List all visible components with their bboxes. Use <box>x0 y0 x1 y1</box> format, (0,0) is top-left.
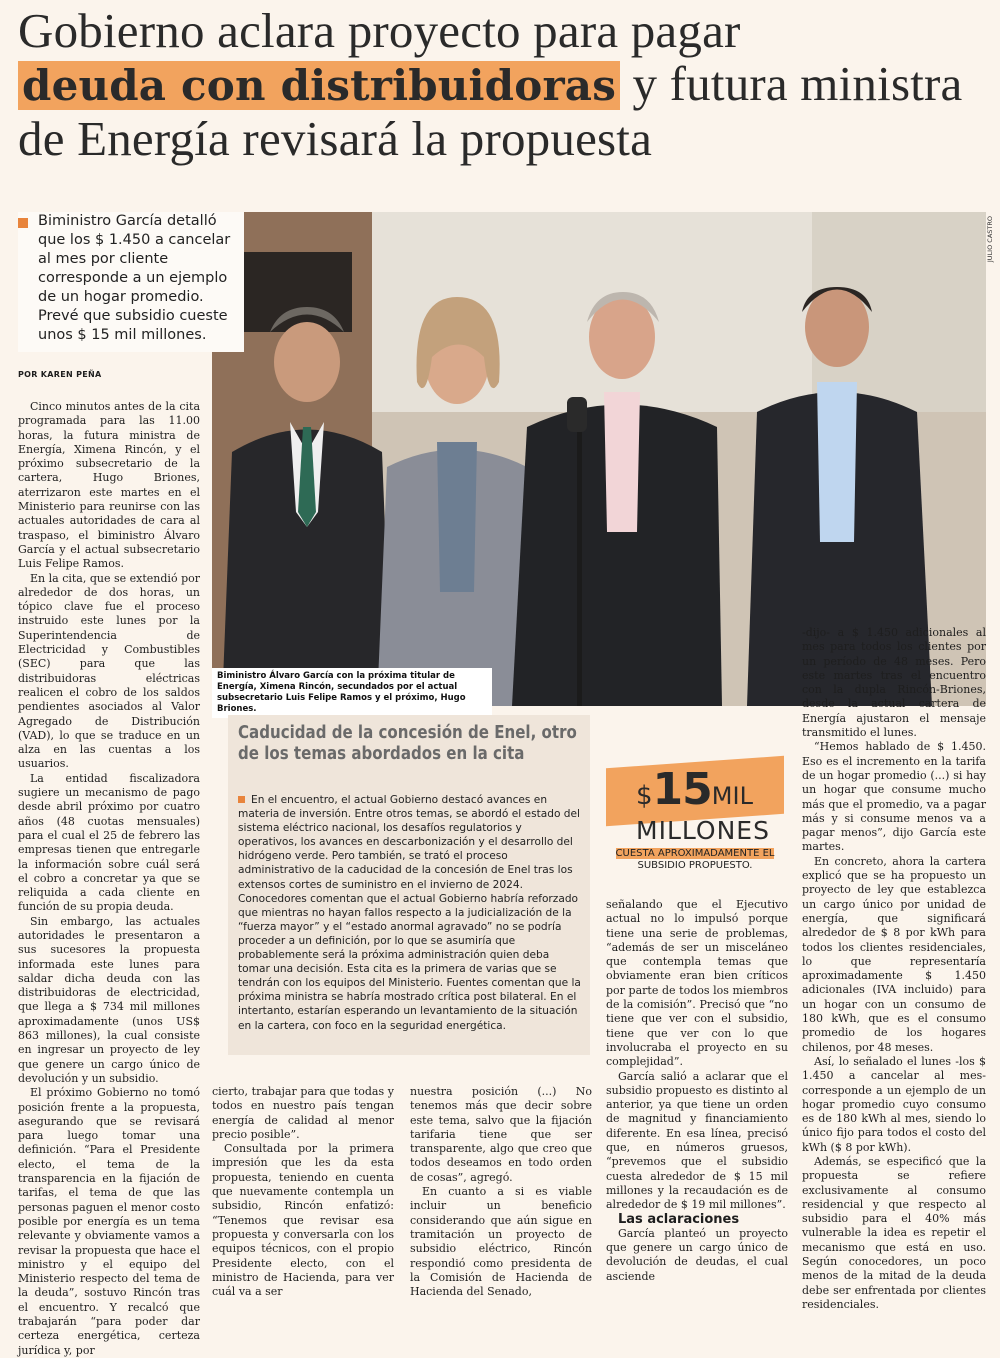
paragraph: -dijo- a $ 1.450 adicionales al mes para todos los clientes por un período de 48 meses. Pero este martes tras el encuentro con la dupla Rincón-Briones, desde la actual cartera de Energía ajustaron el mensaje transmitido el lunes. <box>802 626 986 740</box>
paragraph: Además, se especificó que la propuesta se refiere exclusivamente al consumo residencial y que respecto al subsidio para el 40% más vulnerable la idea es repetir el mecanismo que está en uso. Según conocedores, un poco menos de la mitad de la deuda debe ser enfrentada por clientes residenciales. <box>802 1154 986 1311</box>
sidebar-box-body <box>238 793 582 1033</box>
column-5 <box>802 626 986 1312</box>
paragraph: señalando que el Ejecutivo actual no lo impulsó porque tiene una serie de problemas, “además de ser un misceláneo que contempla temas que obviamente eran bien críticos por parte de todos los miembros de la comisión”. Precisó que “no tiene que ver con el subsidio, tiene que ver con lo que involucraba el proyecto en su complejidad”. <box>606 898 788 1069</box>
paragraph: En concreto, ahora la cartera explicó que se ha propuesto un proyecto de ley que establezca un cargo único por unidad de energía, que significará alrededor de $ 8 por kWh para todos los clientes residenciales, lo que representaría aproximadamente $ 1.450 adicionales (IVA incluido) para un hogar con un consumo de 180 kWh, que es el consumo promedio de los hogares chilenos, por 48 meses. <box>802 854 986 1054</box>
sidebar-box-title: Caducidad de la concesión de Enel, otro de los temas abordados en la cita <box>238 723 577 764</box>
bullet-square-icon <box>18 218 28 228</box>
column-4 <box>606 898 788 1284</box>
subheading: Las aclaraciones <box>618 1211 740 1227</box>
sidebar-box-enel <box>228 715 590 1055</box>
byline: POR KAREN PEÑA <box>18 370 102 379</box>
lead-summary <box>18 212 244 352</box>
column-1 <box>18 400 200 1358</box>
paragraph: cierto, trabajar para que todas y todos en nuestro país tengan energía de calidad al menor precio posible”. <box>212 1085 394 1141</box>
stat-unit: MIL <box>711 782 753 810</box>
paragraph: nuestra posición (...) No tenemos más que decir sobre este tema, salvo que la fijación tarifaria tiene que ser transparente, algo que creo que todos deseamos en todo orden de cosas”, agregó. <box>410 1085 592 1184</box>
stat-number: 15 <box>652 764 712 815</box>
stat-desc-highlight: CUESTA APROXIMADAMENTE EL <box>615 848 775 859</box>
stat-description <box>610 848 780 872</box>
column-3 <box>410 1085 592 1299</box>
paragraph: García salió a aclarar que el subsidio propuesto es distinto al anterior, ya que tiene un orden de magnitud y financiamiento diferente. En esa línea, precisó que, en números gruesos, “prevemos que el subsidio cuesta alrededor de $ 15 mil millones y la recaudación es de alrededor de $ 19 mil millones”. <box>606 1069 788 1212</box>
stat-callout <box>600 760 786 884</box>
lead-text: Biministro García detalló que los $ 1.450 a cancelar al mes por cliente corresponde a un ejemplo de un hogar promedio. Prevé que subsidio cueste unos $ 15 mil millones. <box>38 213 231 343</box>
sidebar-box-text: En el encuentro, el actual Gobierno destacó avances en materia de inversión. Entre otros temas, se abordó el estado del sistema eléctrico nacional, los desafíos regulatorios y operativos, los avances en descarbonización y el desarrollo del hidrógeno verde. Pero también, se trató el proceso administrativo de la caducidad de la concesión de Enel tras los extensos cortes de suministro en el invierno de 2024. Conocedores comentan que el actual Gobierno habría reforzado que mientras no hayan fallos respecto a la judicialización de la “fuerza mayor” y el “estado anormal agravado” no se podría proceder a un definición, por lo que se asumiría que probablemente será la próxima administración quien deba tomar una decisión. Esta cita es la primera de varias que se tendrán con los equipos del Ministerio. Fuentes comentan que la próxima ministra se habría mostrado crítica post bilateral. En el intertanto, estarían esperando un levantamiento de la situación en la cartera, con foco en la seguridad energética. <box>238 794 581 1032</box>
paragraph: La entidad fiscalizadora sugiere un mecanismo de pago desde abril próximo por cuatro años (48 cuotas mensuales) para el cual el 25 de febrero las empresas tienen que entregarle la información sobre cuál será el cobro a concretar ya que se reliquida a cada cliente en función de su propia deuda. <box>18 771 200 914</box>
stat-unit-2: MILLONES <box>636 816 770 845</box>
paragraph: García planteó un proyecto que genere un cargo único de devolución de deudas, el cual asciende <box>606 1226 788 1283</box>
paragraph: Sin embargo, las actuales autoridades le presentaron a sus sucesores la propuesta informada este lunes para saldar dicha deuda con las distribuidoras de electricidad, que llega a $ 734 mil millones aproximadamente (unos US$ 863 millones), la cual consiste en ingresar un proyecto de ley que genere un cargo único de devolución y un subsidio. <box>18 914 200 1085</box>
paragraph: El próximo Gobierno no tomó posición frente a la propuesta, asegurando que se revisará para luego tomar una definición. “Para el Presidente electo, el tema de la transparencia en la fijación de tarifas, el tema de que las personas paguen el menor costo posible por energía es un tema relevante y obviamente vamos a revisar la propuesta que hace el ministro y el equipo del Ministerio respecto del tema de la deuda”, sostuvo Rincón tras el encuentro. Y recalcó que trabajarán “para poder dar certeza energética, certeza jurídica y, por <box>18 1086 200 1357</box>
paragraph: En la cita, que se extendió por alrededor de dos horas, un tópico clave fue el proceso instruido este lunes por la Superintendencia de Electricidad y Combustibles (SEC) para que las distribuidoras eléctricas realicen el cobro de los saldos pendientes asociados al Valor Agregado de Distribución (VAD), lo que se traduce en un alza en las cuentas a los usuarios. <box>18 571 200 771</box>
paragraph: Así, lo señalado el lunes -los $ 1.450 a cancelar al mes- corresponde a un ejemplo de un hogar promedio cuyo consumo es de 180 kWh al mes, siendo lo único fijo para todos el costo del kWh ($ 8 por kWh). <box>802 1054 986 1154</box>
headline-part-1: Gobierno aclara proyecto para pagar <box>18 3 741 58</box>
paragraph: Cinco minutos antes de la cita programada para las 11.00 horas, la futura ministra de Energía, Ximena Rincón, y el próximo subsecretario de la cartera, Hugo Briones, aterrizaron este martes en el Ministerio para reunirse con las actuales autoridades de cara al traspaso, el biministro Álvaro García y el actual subsecretario Luis Felipe Ramos. <box>18 400 200 571</box>
paragraph: En cuanto a si es viable incluir un beneficio considerando que aún sigue en tramitación un proyecto de subsidio eléctrico, Rincón respondió como presidenta de la Comisión de Hacienda de Hacienda del Senado, <box>410 1185 592 1299</box>
stat-desc-rest: SUBSIDIO PROPUESTO. <box>637 860 753 871</box>
paragraph: “Hemos hablado de $ 1.450. Eso es el incremento en la tarifa de un hogar promedio (...) si hay un hogar que consume mucho más que el promedio, va a pagar más y si consume menos va a pagar menos”, dijo García este martes. <box>802 740 986 854</box>
headline <box>18 4 988 165</box>
headline-highlight: deuda con distribuidoras <box>18 61 620 110</box>
headline-part-2: y futura ministra de Energía revisará la propuesta <box>18 56 963 166</box>
column-2 <box>212 1085 394 1299</box>
photo-credit: JULIO CASTRO <box>986 216 994 263</box>
stat-dollar: $ <box>636 781 653 811</box>
bullet-square-icon <box>238 796 245 803</box>
photo-caption: Biministro Álvaro García con la próxima titular de Energía, Ximena Rincón, secundados por el actual subsecretario Luis Felipe Ramos y el próximo, Hugo Briones. <box>212 668 492 718</box>
paragraph: Consultada por la primera impresión que les da esta propuesta, teniendo en cuenta que nuevamente contempla un subsidio, Rincón enfatizó: “Tenemos que revisar esa propuesta y conversarla con los equipos técnicos, con el propio Presidente electo, con el ministro de Hacienda, para ver cuál va a ser <box>212 1142 394 1299</box>
stat-figure <box>636 764 753 815</box>
